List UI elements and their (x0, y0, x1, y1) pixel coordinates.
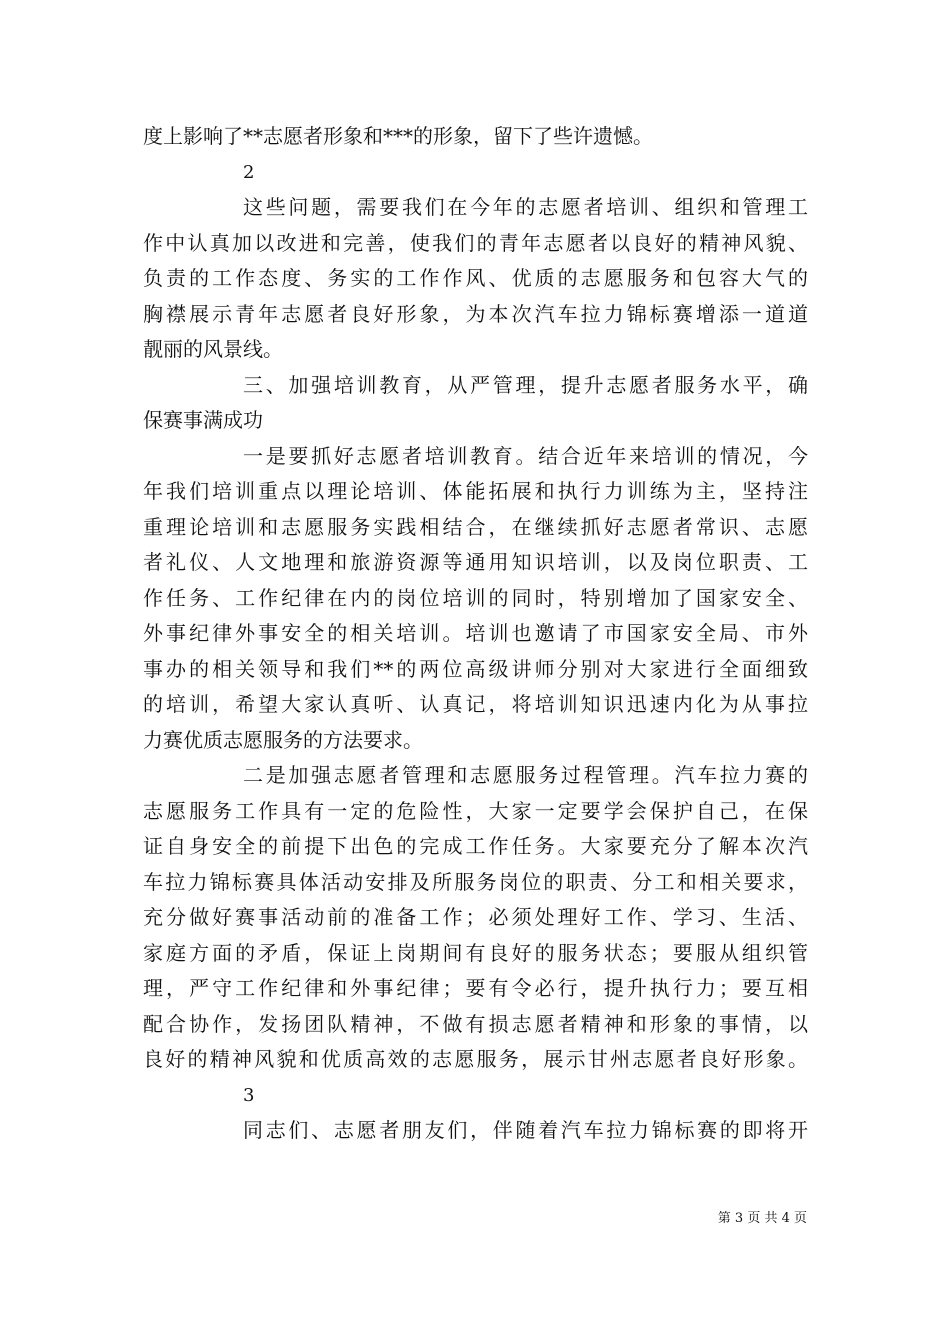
text-line: 车拉力锦标赛具体活动安排及所服务岗位的职责、分工和相关要求， (143, 869, 808, 894)
document-body (143, 119, 808, 1149)
inline-page-number: 2 (243, 161, 255, 183)
text-line: 良好的精神风貌和优质高效的志愿服务，展示甘州志愿者良好形象。 (143, 1047, 808, 1071)
text-line: 证自身安全的前提下出色的完成工作任务。大家要充分了解本次汽 (143, 834, 808, 858)
text-line: 保赛事满成功 (143, 408, 263, 432)
text-line: 家庭方面的矛盾，保证上岗期间有良好的服务状态；要服从组织管 (143, 940, 808, 965)
text-line: 靓丽的风景线。 (143, 337, 283, 361)
text-line: 同志们、志愿者朋友们，伴随着汽车拉力锦标赛的即将开 (243, 1118, 808, 1142)
text-line: 者礼仪、人文地理和旅游资源等通用知识培训，以及岗位职责、工 (143, 550, 808, 574)
text-line: 理，严守工作纪律和外事纪律；要有令必行，提升执行力；要互相 (143, 976, 808, 1000)
text-line: 重理论培训和志愿服务实践相结合，在继续抓好志愿者常识、志愿 (143, 514, 808, 539)
text-line: 一是要抓好志愿者培训教育。结合近年来培训的情况，今 (243, 443, 808, 468)
text-line: 年我们培训重点以理论培训、体能拓展和执行力训练为主，坚持注 (143, 479, 808, 503)
text-line: 配合协作，发扬团队精神，不做有损志愿者精神和形象的事情，以 (143, 1011, 808, 1036)
text-line: 这些问题，需要我们在今年的志愿者培训、组织和管理工 (243, 195, 808, 219)
inline-page-number: 3 (243, 1084, 255, 1106)
page-footer: 第 3 页 共 4 页 (717, 1211, 807, 1226)
text-line: 作任务、工作纪律在内的岗位培训的同时，特别增加了国家安全、 (143, 585, 808, 610)
text-line: 志愿服务工作具有一定的危险性，大家一定要学会保护自己，在保 (143, 798, 808, 823)
text-line: 事办的相关领导和我们**的两位高级讲师分别对大家进行全面细致 (143, 656, 808, 681)
text-line: 作中认真加以改进和完善，使我们的青年志愿者以良好的精神风貌、 (143, 230, 808, 255)
text-line: 的培训，希望大家认真听、认真记，将培训知识迅速内化为从事拉 (143, 692, 808, 716)
text-line: 负责的工作态度、务实的工作作风、优质的志愿服务和包容大气的 (143, 266, 808, 290)
text-line: 二是加强志愿者管理和志愿服务过程管理。汽车拉力赛的 (243, 763, 808, 787)
text-line: 力赛优质志愿服务的方法要求。 (143, 727, 423, 752)
text-line: 充分做好赛事活动前的准备工作；必须处理好工作、学习、生活、 (143, 905, 808, 929)
text-line: 三、加强培训教育，从严管理，提升志愿者服务水平，确 (243, 372, 808, 397)
text-line: 胸襟展示青年志愿者良好形象，为本次汽车拉力锦标赛增添一道道 (143, 301, 808, 326)
text-line: 外事纪律外事安全的相关培训。培训也邀请了市国家安全局、市外 (143, 621, 808, 645)
text-line: 度上影响了**志愿者形象和***的形象，留下了些许遗憾。 (143, 124, 653, 148)
